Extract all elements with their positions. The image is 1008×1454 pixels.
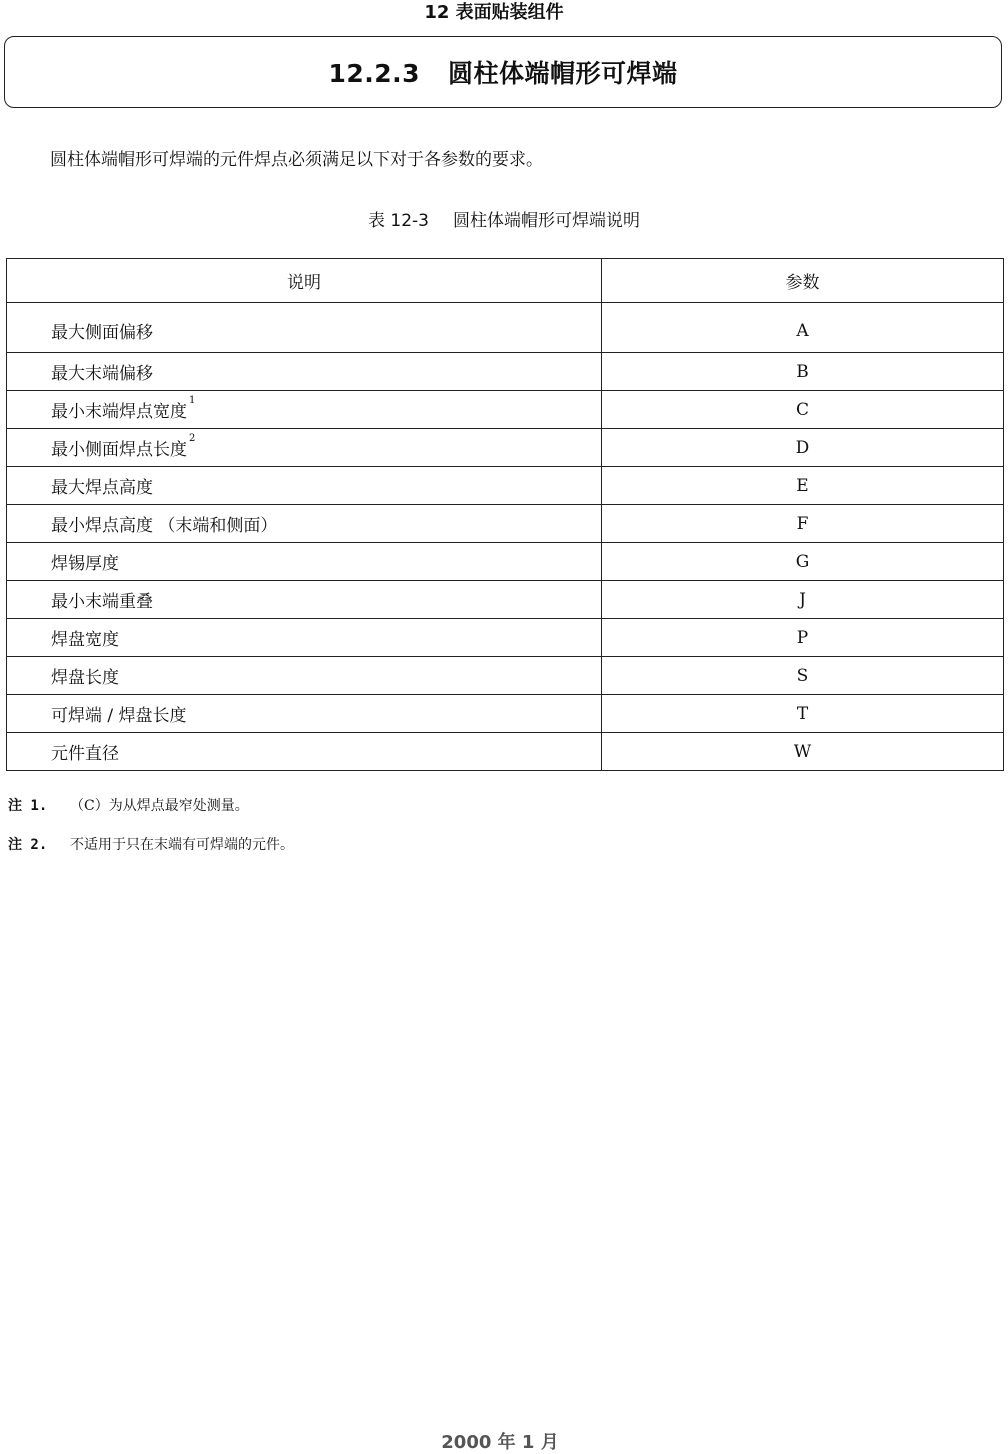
table-header-row — [7, 259, 1004, 303]
row-description — [7, 353, 602, 391]
section-heading-box — [4, 36, 1002, 108]
row-description — [7, 391, 602, 429]
table-row — [7, 543, 1004, 581]
row-description-text: 焊锡厚度 — [51, 554, 119, 574]
row-description-text: 最小末端焊点宽度 — [51, 402, 187, 422]
note-1 — [8, 795, 249, 815]
chapter-header: 12 表面贴装组件 — [424, 2, 564, 23]
row-description — [7, 505, 602, 543]
row-description-text: 焊盘宽度 — [51, 630, 119, 650]
table-caption-label: 表 12-3 — [368, 211, 429, 231]
row-description — [7, 543, 602, 581]
footnote-marker: 1 — [189, 395, 196, 406]
row-description — [7, 657, 602, 695]
table-caption — [0, 206, 1008, 231]
row-description-text: 最小侧面焊点长度 — [51, 440, 187, 460]
row-description — [7, 733, 602, 771]
section-number: 12.2.3 — [328, 59, 421, 88]
table-body — [7, 303, 1004, 771]
table-row — [7, 353, 1004, 391]
row-description — [7, 429, 602, 467]
section-heading — [328, 54, 677, 90]
row-parameter: C — [602, 391, 1004, 429]
row-description-text: 最大末端偏移 — [51, 364, 153, 384]
row-parameter: E — [602, 467, 1004, 505]
row-parameter: J — [602, 581, 1004, 619]
parameter-table — [6, 258, 1004, 771]
note-2-label: 注 2. — [8, 837, 48, 853]
row-parameter: B — [602, 353, 1004, 391]
row-parameter: T — [602, 695, 1004, 733]
row-description — [7, 303, 602, 353]
table-row — [7, 581, 1004, 619]
table-row — [7, 391, 1004, 429]
row-description — [7, 467, 602, 505]
note-1-text: （C）为从焊点最窄处测量。 — [70, 798, 249, 814]
row-parameter: P — [602, 619, 1004, 657]
row-parameter: S — [602, 657, 1004, 695]
table-row — [7, 429, 1004, 467]
row-description — [7, 695, 602, 733]
row-description-text: 最小焊点高度 （末端和侧面） — [51, 516, 278, 536]
table-row — [7, 303, 1004, 353]
table-row — [7, 505, 1004, 543]
row-description-text: 最大侧面偏移 — [51, 323, 153, 343]
row-description — [7, 581, 602, 619]
note-1-label: 注 1. — [8, 798, 48, 814]
row-description-text: 焊盘长度 — [51, 668, 119, 688]
row-parameter: G — [602, 543, 1004, 581]
row-parameter: F — [602, 505, 1004, 543]
section-title: 圆柱体端帽形可焊端 — [448, 59, 678, 88]
table-row — [7, 657, 1004, 695]
row-parameter: A — [602, 303, 1004, 353]
header-description: 说明 — [7, 259, 602, 303]
page-footer-date: 2000 年 1 月 — [441, 1432, 559, 1453]
row-description-text: 最大焊点高度 — [51, 478, 153, 498]
row-description — [7, 619, 602, 657]
table-row — [7, 695, 1004, 733]
row-description-text: 最小末端重叠 — [51, 592, 153, 612]
row-parameter: W — [602, 733, 1004, 771]
row-parameter: D — [602, 429, 1004, 467]
header-parameter: 参数 — [602, 259, 1004, 303]
footnote-marker: 2 — [189, 433, 196, 444]
table-caption-title: 圆柱体端帽形可焊端说明 — [453, 211, 640, 231]
note-2-text: 不适用于只在末端有可焊端的元件。 — [70, 837, 294, 853]
row-description-text: 元件直径 — [51, 744, 119, 764]
note-2 — [8, 834, 294, 854]
table-row — [7, 467, 1004, 505]
table-row — [7, 619, 1004, 657]
table-row — [7, 733, 1004, 771]
intro-paragraph: 圆柱体端帽形可焊端的元件焊点必须满足以下对于各参数的要求。 — [50, 150, 543, 170]
row-description-text: 可焊端 / 焊盘长度 — [51, 706, 187, 726]
